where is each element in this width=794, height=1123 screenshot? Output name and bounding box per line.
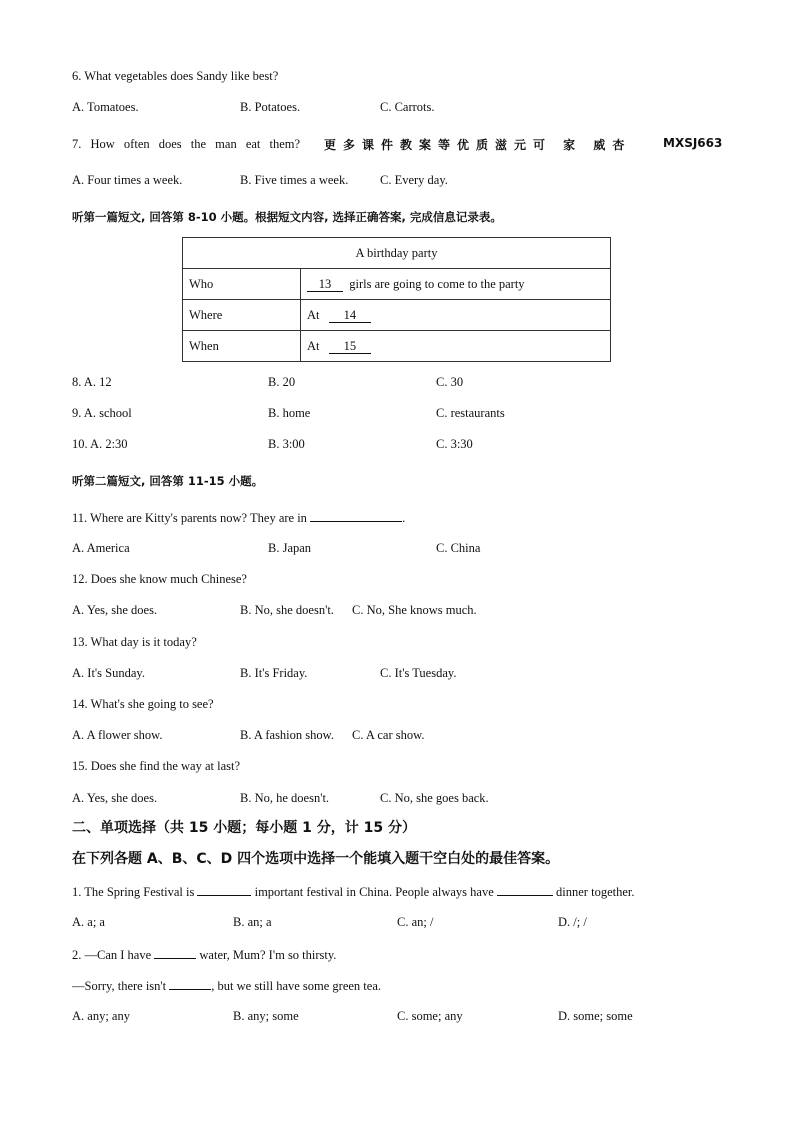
part-2-instruction: 在下列各题 A、B、C、D 四个选项中选择一个能填入题干空白处的最佳答案。	[72, 851, 560, 867]
q13-option-c: C. It's Tuesday.	[380, 666, 457, 680]
q8-option-c: C. 30	[436, 375, 464, 389]
blank-13: 13	[307, 278, 343, 292]
mc-q2-line2-b: , but we still have some green tea.	[211, 979, 382, 993]
q12-option-a: A. Yes, she does.	[72, 603, 158, 617]
row-prefix-where: At	[307, 307, 320, 322]
mc-q2-option-b: B. any; some	[233, 1009, 299, 1023]
table-row	[183, 269, 611, 300]
watermark-text: 更多课件教案等优质滋元可 家 威杏	[324, 138, 632, 152]
question-14: 14. What's she going to see?	[72, 697, 214, 711]
mc-q1-part-a: 1. The Spring Festival is	[72, 885, 195, 899]
question-11: 11. Where are Kitty's parents now? They are in .	[72, 511, 406, 525]
question-15: 15. Does she find the way at last?	[72, 759, 241, 773]
mc-q2-line1-a: 2. —Can I have	[72, 948, 152, 962]
row-suffix-who: girls are going to come to the party	[349, 276, 525, 291]
mc-q1-part-c: dinner together.	[556, 885, 635, 899]
answer-blank	[169, 977, 211, 990]
q6-option-c: C. Carrots.	[380, 100, 435, 114]
q8-option-a: 8. A. 12	[72, 375, 112, 389]
q14-option-b: B. A fashion show.	[240, 728, 334, 742]
q14-option-a: A. A flower show.	[72, 728, 163, 742]
q7-option-b: B. Five times a week.	[240, 173, 349, 187]
answer-blank	[310, 509, 402, 522]
q11-option-b: B. Japan	[268, 541, 312, 555]
q8-option-b: B. 20	[268, 375, 296, 389]
q13-option-a: A. It's Sunday.	[72, 666, 145, 680]
q10-option-b: B. 3:00	[268, 437, 305, 451]
mc-q2-line2-a: —Sorry, there isn't	[72, 979, 167, 993]
mc-q1-option-c: C. an; /	[397, 915, 434, 929]
q6-option-a: A. Tomatoes.	[72, 100, 139, 114]
q9-option-b: B. home	[268, 406, 311, 420]
question-13: 13. What day is it today?	[72, 635, 197, 649]
row-value-where	[301, 300, 611, 331]
q9-option-a: 9. A. school	[72, 406, 132, 420]
row-value-who	[301, 269, 611, 300]
part-2-heading: 二、单项选择（共 15 小题；每小题 1 分，计 15 分）	[72, 820, 416, 836]
blank-15: 15	[329, 340, 371, 354]
q12-option-c: C. No, She knows much.	[352, 603, 477, 617]
mc-question-2-line-1	[72, 946, 336, 963]
blank-14: 14	[329, 309, 371, 323]
q14-option-c: C. A car show.	[352, 728, 425, 742]
q10-option-a: 10. A. 2:30	[72, 437, 128, 451]
q7-option-c: C. Every day.	[380, 173, 448, 187]
q15-option-b: B. No, he doesn't.	[240, 791, 330, 805]
row-label-where: Where	[183, 300, 301, 331]
table-title: A birthday party	[183, 238, 611, 269]
q6-option-b: B. Potatoes.	[240, 100, 301, 114]
answer-blank	[197, 883, 251, 896]
question-12: 12. Does she know much Chinese?	[72, 572, 247, 586]
mc-q1-option-d: D. /; /	[558, 915, 587, 929]
mc-q2-option-a: A. any; any	[72, 1009, 130, 1023]
q10-option-c: C. 3:30	[436, 437, 473, 451]
section-2-instruction: 听第二篇短文, 回答第 11-15 小题。	[72, 474, 264, 488]
row-label-who: Who	[183, 269, 301, 300]
q15-option-a: A. Yes, she does.	[72, 791, 158, 805]
q12-option-b: B. No, she doesn't.	[240, 603, 334, 617]
row-prefix-when: At	[307, 338, 320, 353]
q9-option-c: C. restaurants	[436, 406, 505, 420]
q7-option-a: A. Four times a week.	[72, 173, 183, 187]
question-11-text: 11. Where are Kitty's parents now? They are in	[72, 511, 307, 525]
question-7: 7. How often does the man eat them?	[72, 137, 301, 151]
question-6: 6. What vegetables does Sandy like best?	[72, 69, 279, 83]
mc-q2-line1-b: water, Mum? I'm so thirsty.	[199, 948, 337, 962]
table-row	[183, 300, 611, 331]
mc-q1-option-a: A. a; a	[72, 915, 105, 929]
mc-q1-part-b: important festival in China. People always have	[254, 885, 494, 899]
answer-blank	[497, 883, 553, 896]
mc-question-2-line-2	[72, 977, 381, 994]
q11-option-a: A. America	[72, 541, 130, 555]
row-value-when	[301, 331, 611, 362]
q11-option-c: C. China	[436, 541, 481, 555]
birthday-party-table	[182, 237, 611, 362]
section-1-instruction: 听第一篇短文, 回答第 8-10 小题。根据短文内容, 选择正确答案, 完成信息记录表。	[72, 210, 502, 224]
q13-option-b: B. It's Friday.	[240, 666, 308, 680]
table-row	[183, 331, 611, 362]
watermark-code: MXSJ663	[663, 136, 723, 150]
answer-blank	[154, 946, 196, 959]
mc-q1-option-b: B. an; a	[233, 915, 272, 929]
mc-q2-option-d: D. some; some	[558, 1009, 633, 1023]
mc-q2-option-c: C. some; any	[397, 1009, 463, 1023]
q15-option-c: C. No, she goes back.	[380, 791, 489, 805]
row-label-when: When	[183, 331, 301, 362]
mc-question-1	[72, 883, 634, 900]
